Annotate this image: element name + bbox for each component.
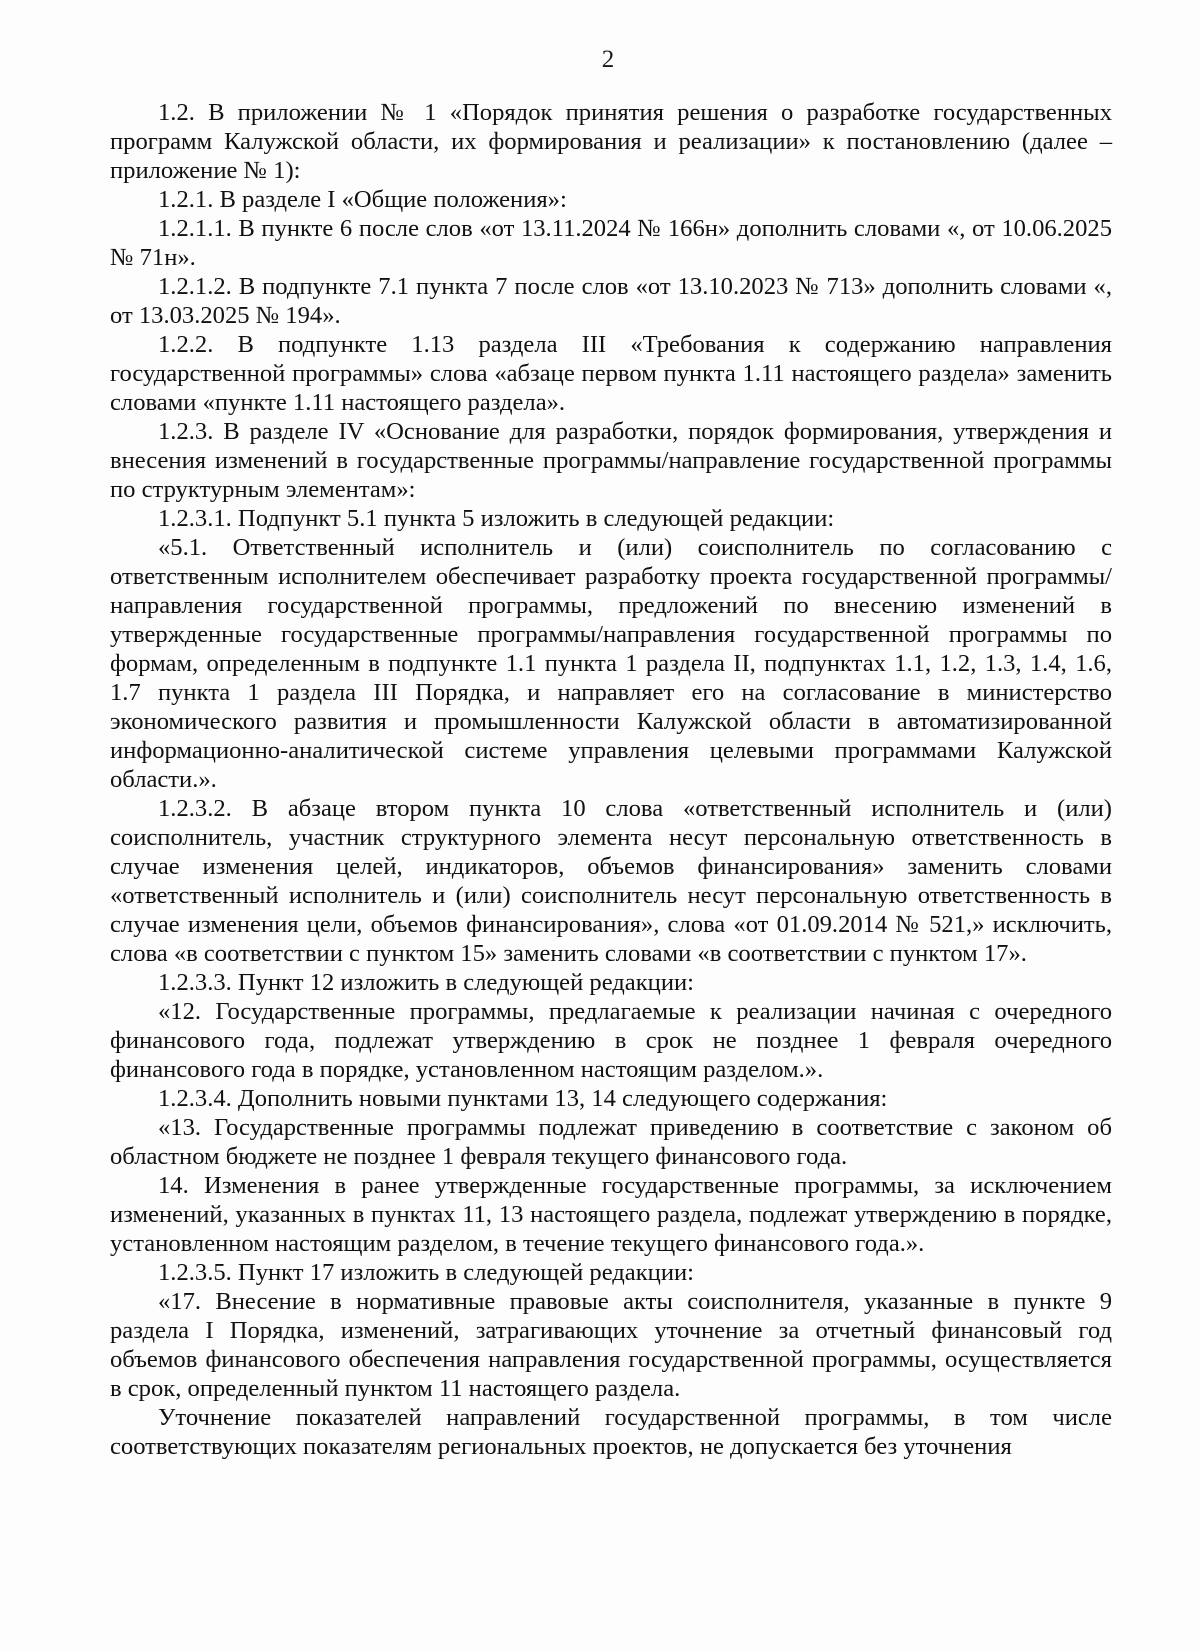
- paragraph-17-text: «17. Внесение в нормативные правовые акты соисполнителя, указанные в пункте 9 раздела I Порядка, изменений, затрагивающих уточнение за отчетный финансовый год объемов финансового обеспечения направления государственной программы, осуществляется в срок, определенный пунктом 11 настоящего раздела.: [110, 1288, 1112, 1402]
- paragraph-1-2-1: 1.2.1. В разделе I «Общие положения»:: [158, 186, 567, 213]
- paragraph-5-1-text: «5.1. Ответственный исполнитель и (или) соисполнитель по согласованию с ответственным исполнителем обеспечивает разработку проекта государственной программы/направления государственной программы, предложений по внесению изменений в утвержденные государственные программы/направления государственной программы по формам, определенным в подпункте 1.1 пункта 1 раздела II, подпунктах 1.1, 1.2, 1.3, 1.4, 1.6, 1.7 пункта 1 раздела III Порядка, и направляет его на согласование в министерство экономического развития и промышленности Калужской области в автоматизированной информационно-аналитической системе управления целевыми программами Калужской области.».: [110, 534, 1112, 793]
- paragraph-1-2-3-2: 1.2.3.2. В абзаце втором пункта 10 слова «ответственный исполнитель и (или) соисполнитель, участник структурного элемента несут персональную ответственность в случае изменения целей, индикаторов, объемов финансирования» заменить словами «ответственный исполнитель и (или) соисполнитель несут персональную ответственность в случае изменения цели, объемов финансирования», слова «от 01.09.2014 № 521,» исключить, слова «в соответствии с пунктом 15» заменить словами «в соответствии с пунктом 17».: [110, 795, 1112, 967]
- document-body: [110, 98, 1112, 1461]
- paragraph-1-2-1-2: 1.2.1.2. В подпункте 7.1 пункта 7 после слов «от 13.10.2023 № 713» дополнить словами «, от 13.03.2025 № 194».: [110, 273, 1112, 329]
- page-number: 2: [601, 46, 615, 73]
- paragraph-1-2-3-1: 1.2.3.1. Подпункт 5.1 пункта 5 изложить в следующей редакции:: [158, 505, 835, 532]
- paragraph-13-text: «13. Государственные программы подлежат приведению в соответствие с законом об областном бюджете не позднее 1 февраля текущего финансового года.: [110, 1114, 1112, 1170]
- paragraph-indicators-clarification: Уточнение показателей направлений государственной программы, в том числе соответствующих показателям региональных проектов, не допускается без уточнения: [110, 1404, 1112, 1460]
- paragraph-12-text: «12. Государственные программы, предлагаемые к реализации начиная с очередного финансового года, подлежат утверждению в срок не позднее 1 февраля очередного финансового года в порядке, установленном настоящим разделом.».: [110, 998, 1112, 1083]
- paragraph-1-2-3-3: 1.2.3.3. Пункт 12 изложить в следующей редакции:: [158, 969, 694, 996]
- paragraph-1-2-1-1: 1.2.1.1. В пункте 6 после слов «от 13.11.2024 № 166н» дополнить словами «, от 10.06.2025 № 71н».: [110, 215, 1112, 271]
- paragraph-1-2-3-4: 1.2.3.4. Дополнить новыми пунктами 13, 14 следующего содержания:: [158, 1085, 888, 1112]
- paragraph-1-2-2: 1.2.2. В подпункте 1.13 раздела III «Требования к содержанию направления государственной программы» слова «абзаце первом пункта 1.11 настоящего раздела» заменить словами «пункте 1.11 настоящего раздела».: [110, 331, 1112, 416]
- paragraph-1-2: 1.2. В приложении № 1 «Порядок принятия решения о разработке государственных программ Калужской области, их формирования и реализации» к постановлению (далее – приложение № 1):: [110, 99, 1112, 184]
- paragraph-1-2-3: 1.2.3. В разделе IV «Основание для разработки, порядок формирования, утверждения и внесения изменений в государственные программы/направление государственной программы по структурным элементам»:: [110, 418, 1112, 503]
- paragraph-1-2-3-5: 1.2.3.5. Пункт 17 изложить в следующей редакции:: [158, 1259, 694, 1286]
- paragraph-14-text: 14. Изменения в ранее утвержденные государственные программы, за исключением изменений, указанных в пунктах 11, 13 настоящего раздела, подлежат утверждению в порядке, установленном настоящим разделом, в течение текущего финансового года.».: [110, 1172, 1112, 1257]
